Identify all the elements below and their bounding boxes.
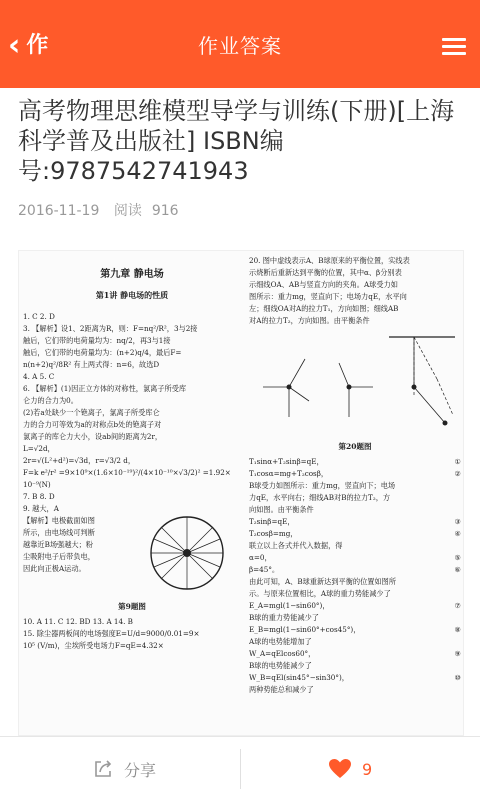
scan-left-column [23, 251, 241, 652]
equation-text: α=0， [249, 553, 272, 562]
scan-text-line: 【解析】电极截面如图 [23, 516, 95, 525]
scan-text-line: 7. B 8. D [23, 492, 55, 501]
scan-text-line: 10⁵ (V/m)，尘埃所受电场力F=qE=4.32× [23, 641, 164, 650]
scan-text-line: 10⁻⁹(N) [23, 480, 51, 489]
equation-number: ⑨ [454, 649, 461, 658]
force-diagram [249, 327, 461, 437]
equation-number: ⑤ [454, 553, 461, 562]
equation-text: 力qE，水平向右；细线AB对B的拉力T₂，方 [249, 493, 391, 502]
scan-text-line: 力的合力可等效为a的对称点b处的铯离子对 [23, 420, 162, 429]
scan-text-line: 9. 越大，A [23, 504, 59, 513]
read-count: 916 [151, 203, 179, 219]
chevron-left-icon: ‹ [8, 28, 21, 63]
equation-text: 两种势能总和减少了 [249, 685, 314, 694]
scan-left-text [23, 311, 241, 515]
scan-lesson-title: 第1讲 静电场的性质 [95, 290, 169, 300]
equation-text: β=45°。 [249, 565, 280, 574]
article-meta [18, 200, 189, 220]
equation-text: E_B=mgl(1−sin60°+cos45°)， [249, 625, 361, 634]
scan-text-line: 1. C 2. D [23, 312, 55, 321]
equation-number: ⑩ [454, 673, 461, 682]
heart-icon [328, 758, 352, 780]
page-title: 作业答案 [198, 34, 282, 58]
equation-text: 示。与原来位置相比，A球的重力势能减少了 [249, 589, 391, 598]
equation-number: ① [454, 457, 461, 466]
scan-fig9 [23, 515, 241, 597]
equation-text: T₂sinβ=qE， [249, 517, 295, 526]
scan-equation-line [249, 504, 461, 516]
scan-equation-line [249, 636, 461, 648]
share-icon [92, 758, 114, 780]
scan-equation-line [249, 612, 461, 624]
fig9-caption: 第9题图 [118, 602, 146, 611]
share-button[interactable] [92, 737, 156, 800]
scan-text-line: 15. 除尘器两板间的电场强度E=U/d=9000/0.01=9× [23, 629, 200, 638]
footer-divider [240, 749, 241, 789]
scan-text-line: 所示，由电场线可判断 [23, 528, 95, 537]
equation-number: ⑧ [454, 625, 461, 634]
fig20-caption: 第20题图 [338, 442, 372, 451]
scan-text-line: 尘吸附电子后带负电， [23, 552, 95, 561]
scan-equation-line [249, 528, 461, 540]
scan-equation-line [249, 516, 461, 528]
scan-text-line: 示烧断后重新达到平衡的位置，其中α、β分别表 [249, 268, 402, 277]
equation-number: ③ [454, 517, 461, 526]
equation-number: ⑦ [454, 601, 461, 610]
scan-text-line: 氯离子的库仑力大小，设ab间的距离为2r， [23, 432, 163, 441]
scan-text-line: 左；细线OA对A的拉力T₁，方向如图；细线AB [249, 304, 399, 313]
scan-equation-line [249, 468, 461, 480]
scan-text-line: 示细线OA、AB与竖直方向的夹角。A球受力如 [249, 280, 398, 289]
top-bar [0, 0, 480, 88]
equation-text: W_B=qEl(sin45°−sin30°)， [249, 673, 349, 682]
scan-text-line: 图所示：重力mg，竖直向下；电场力qE，水平向 [249, 292, 407, 301]
scan-text-line: 对A的拉力T₂，方向如图。由平衡条件 [249, 316, 370, 325]
scan-equation-line [249, 480, 461, 492]
scan-text-line: (2)若a处缺少一个铯离子，氯离子所受库仑 [23, 408, 160, 417]
scan-text-line: L=√2d， [23, 444, 55, 453]
scan-right-column [249, 251, 461, 696]
equation-text: 联立以上各式并代入数据，得 [249, 541, 343, 550]
scan-text-line: 10. A 11. C 12. BD 13. A 14. B [23, 617, 133, 626]
answer-scan-image[interactable] [18, 250, 464, 736]
equation-text: W_A=qElcos60°， [249, 649, 316, 658]
like-count: 9 [362, 759, 373, 779]
scan-equation-line [249, 552, 461, 564]
scan-equation-line [249, 648, 461, 660]
scan-equation-line [249, 672, 461, 684]
scan-equation-line [249, 540, 461, 552]
equation-text: E_A=mgl(1−sin60°)， [249, 601, 330, 610]
scan-equation-line [249, 684, 461, 696]
equation-text: 由此可知，A、B球重新达到平衡的位置如图所 [249, 577, 397, 586]
scan-text-line: 3. 【解析】设1、2距离为R，则：F=nq²/R²，3与2接 [23, 324, 198, 333]
scan-equation-line [249, 576, 461, 588]
equation-text: T₁cosα=mg+T₂cosβ， [249, 469, 329, 478]
equation-text: B球的电势能减少了 [249, 661, 312, 670]
scan-text-line: 20. 图中虚线表示A、B球原来的平衡位置，实线表 [249, 256, 410, 265]
equation-text: A球的电势能增加了 [249, 637, 312, 646]
scan-right-text [249, 255, 461, 327]
equation-number: ⑥ [454, 565, 461, 574]
scan-text-line: 因此向正极A运动。 [23, 564, 86, 573]
scan-equation-line [249, 660, 461, 672]
scan-text-line: 越靠近B场强越大；粉 [23, 540, 93, 549]
article-title: 高考物理思维模型导学与训练(下册)[上海科学普及出版社] ISBN编号:9787542741943 [18, 97, 455, 185]
like-button[interactable] [328, 737, 372, 800]
scan-equation-line [249, 492, 461, 504]
scan-equation-line [249, 624, 461, 636]
equation-number: ④ [454, 529, 461, 538]
equation-text: T₁sinα+T₂sinβ=qE， [249, 457, 324, 466]
scan-equation-line [249, 588, 461, 600]
scan-text-line: 仑力的合力为0。 [23, 396, 78, 405]
scan-text-line: 6. 【解析】(1)因正立方体的对称性，氯离子所受库 [23, 384, 187, 393]
article-date: 2016-11-19 [18, 203, 100, 219]
bottom-bar [0, 736, 480, 800]
scan-equation-line [249, 564, 461, 576]
scan-chapter-title: 第九章 静电场 [100, 269, 164, 280]
scan-right-equations [249, 456, 461, 696]
menu-icon[interactable] [442, 34, 466, 58]
scan-text-line: 触后，它们带的电荷量均为：(n+2)q/4，最后F= [23, 348, 182, 357]
equation-text: T₂cosβ=mg， [249, 529, 298, 538]
read-label: 阅读 [113, 203, 142, 219]
scan-equation-line [249, 456, 461, 468]
scan-text-line: F=k e²/r² =9×10⁹×(1.6×10⁻¹⁹)²/(4×10⁻¹⁰×√3/2)² =1.92× [23, 468, 231, 477]
electrode-diagram [139, 513, 235, 593]
scan-text-line: 2r=√(L²+d²)=√3d，r=√3/2 d， [23, 456, 136, 465]
equation-text: B球的重力势能减少了 [249, 613, 319, 622]
equation-number: ② [454, 469, 461, 478]
scan-text-line: 4. A 5. C [23, 372, 55, 381]
scan-text-line: n(n+2)q²/8R² 有上两式得：n=6，故选D [23, 360, 160, 369]
scan-text-line: 触后，它们带的电荷量均为：nq/2，再3与1接 [23, 336, 171, 345]
scan-equation-line [249, 600, 461, 612]
back-label: 作 [26, 33, 49, 58]
share-label: 分享 [124, 760, 157, 780]
equation-text: 向如图。由平衡条件 [249, 505, 314, 514]
equation-text: B球受力如图所示：重力mg，竖直向下；电场 [249, 481, 396, 490]
